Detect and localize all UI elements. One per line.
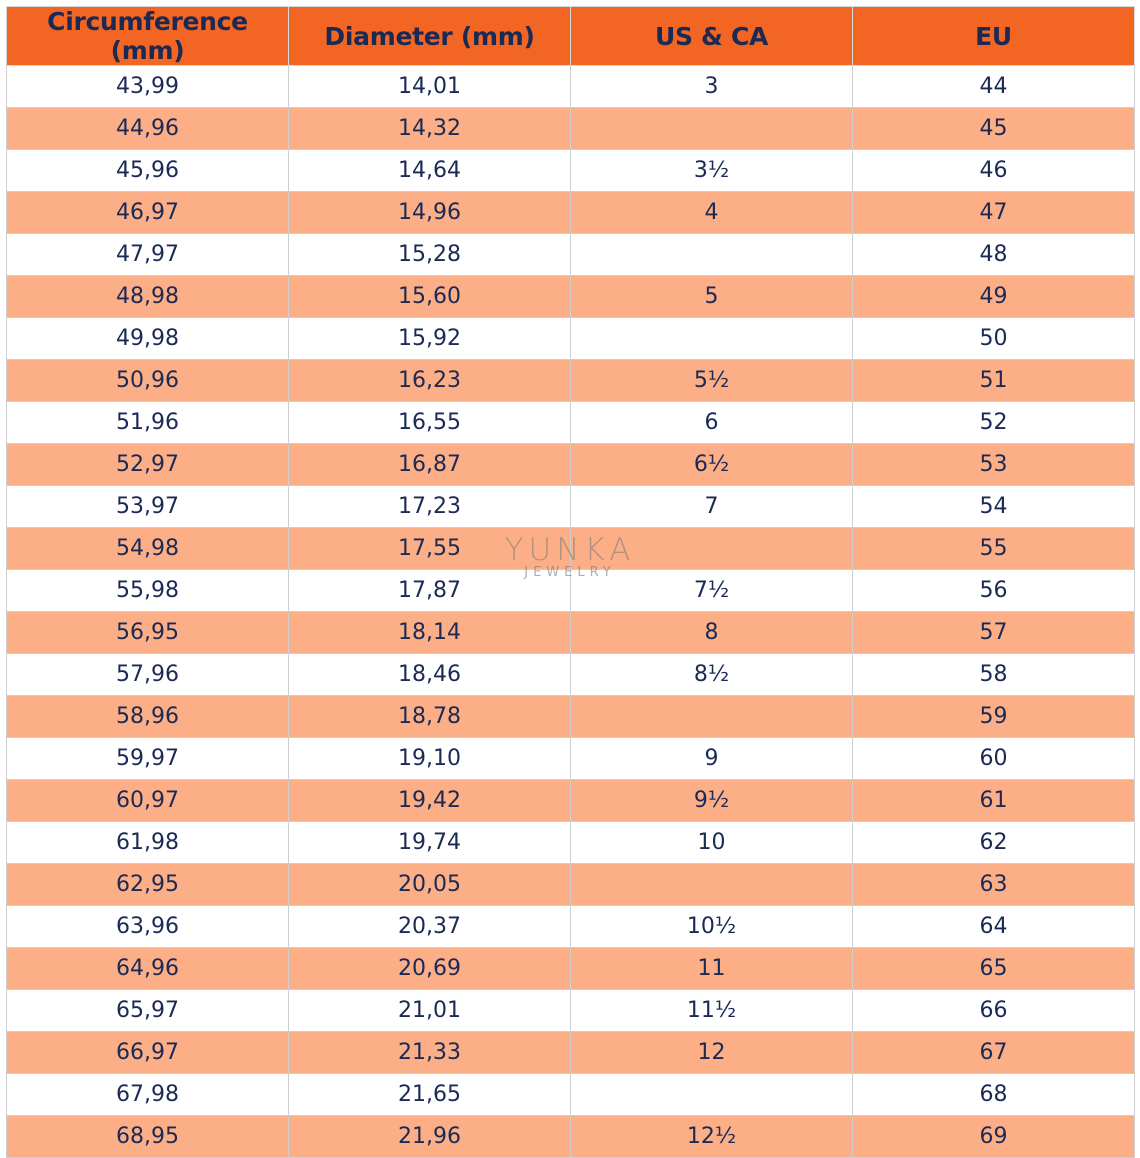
cell-eu: 46	[853, 150, 1135, 192]
cell-us-ca: 9½	[571, 780, 853, 822]
cell-eu: 61	[853, 780, 1135, 822]
cell-circumference: 43,99	[7, 66, 289, 108]
cell-eu: 68	[853, 1074, 1135, 1116]
cell-eu: 54	[853, 486, 1135, 528]
cell-diameter: 17,55	[289, 528, 571, 570]
cell-diameter: 16,23	[289, 360, 571, 402]
cell-eu: 47	[853, 192, 1135, 234]
cell-circumference: 51,96	[7, 402, 289, 444]
table-row	[7, 150, 1135, 192]
cell-circumference: 44,96	[7, 108, 289, 150]
cell-diameter: 21,01	[289, 990, 571, 1032]
cell-eu: 49	[853, 276, 1135, 318]
cell-diameter: 19,74	[289, 822, 571, 864]
cell-diameter: 14,96	[289, 192, 571, 234]
cell-circumference: 54,98	[7, 528, 289, 570]
cell-us-ca: 8½	[571, 654, 853, 696]
cell-eu: 67	[853, 1032, 1135, 1074]
cell-circumference: 67,98	[7, 1074, 289, 1116]
cell-diameter: 21,96	[289, 1116, 571, 1158]
watermark-tagline: JEWELRY	[524, 565, 616, 580]
watermark-brand: YUNKA	[504, 532, 636, 568]
table-row	[7, 318, 1135, 360]
cell-diameter: 17,87	[289, 570, 571, 612]
cell-circumference: 59,97	[7, 738, 289, 780]
table-row	[7, 1116, 1135, 1158]
cell-circumference: 56,95	[7, 612, 289, 654]
cell-eu: 52	[853, 402, 1135, 444]
table-row	[7, 276, 1135, 318]
cell-eu: 60	[853, 738, 1135, 780]
header-diameter: Diameter (mm)	[289, 7, 571, 66]
cell-us-ca: 7½	[571, 570, 853, 612]
cell-eu: 69	[853, 1116, 1135, 1158]
table-row	[7, 738, 1135, 780]
cell-eu: 44	[853, 66, 1135, 108]
cell-us-ca: 6	[571, 402, 853, 444]
table-row	[7, 402, 1135, 444]
cell-us-ca: 10	[571, 822, 853, 864]
cell-circumference: 57,96	[7, 654, 289, 696]
cell-circumference: 50,96	[7, 360, 289, 402]
cell-us-ca: 6½	[571, 444, 853, 486]
cell-eu: 51	[853, 360, 1135, 402]
table-row	[7, 1074, 1135, 1116]
table-row	[7, 444, 1135, 486]
cell-diameter: 16,87	[289, 444, 571, 486]
header-eu: EU	[853, 7, 1135, 66]
table-row	[7, 864, 1135, 906]
cell-diameter: 16,55	[289, 402, 571, 444]
cell-circumference: 55,98	[7, 570, 289, 612]
table-row	[7, 990, 1135, 1032]
cell-eu: 65	[853, 948, 1135, 990]
cell-eu: 58	[853, 654, 1135, 696]
cell-us-ca: 5	[571, 276, 853, 318]
table-row	[7, 486, 1135, 528]
cell-us-ca: 12	[571, 1032, 853, 1074]
cell-diameter: 18,14	[289, 612, 571, 654]
cell-us-ca	[571, 864, 853, 906]
cell-us-ca	[571, 234, 853, 276]
cell-eu: 45	[853, 108, 1135, 150]
cell-eu: 64	[853, 906, 1135, 948]
cell-us-ca: 9	[571, 738, 853, 780]
cell-eu: 57	[853, 612, 1135, 654]
table-row	[7, 906, 1135, 948]
table-row	[7, 108, 1135, 150]
cell-diameter: 15,92	[289, 318, 571, 360]
cell-diameter: 18,78	[289, 696, 571, 738]
cell-diameter: 14,64	[289, 150, 571, 192]
header-us-ca: US & CA	[571, 7, 853, 66]
table-row	[7, 780, 1135, 822]
cell-circumference: 45,96	[7, 150, 289, 192]
cell-circumference: 49,98	[7, 318, 289, 360]
table-row	[7, 360, 1135, 402]
cell-us-ca: 11	[571, 948, 853, 990]
cell-diameter: 19,42	[289, 780, 571, 822]
cell-diameter: 20,69	[289, 948, 571, 990]
cell-diameter: 21,33	[289, 1032, 571, 1074]
cell-us-ca: 7	[571, 486, 853, 528]
cell-circumference: 63,96	[7, 906, 289, 948]
cell-diameter: 21,65	[289, 1074, 571, 1116]
cell-circumference: 47,97	[7, 234, 289, 276]
cell-diameter: 15,60	[289, 276, 571, 318]
cell-us-ca	[571, 318, 853, 360]
cell-us-ca	[571, 696, 853, 738]
table-row	[7, 822, 1135, 864]
cell-us-ca: 10½	[571, 906, 853, 948]
cell-circumference: 68,95	[7, 1116, 289, 1158]
table-row	[7, 1032, 1135, 1074]
cell-diameter: 14,32	[289, 108, 571, 150]
cell-diameter: 20,05	[289, 864, 571, 906]
cell-us-ca: 4	[571, 192, 853, 234]
cell-us-ca: 3½	[571, 150, 853, 192]
table-row	[7, 66, 1135, 108]
cell-circumference: 62,95	[7, 864, 289, 906]
cell-eu: 53	[853, 444, 1135, 486]
table-row	[7, 654, 1135, 696]
ring-size-table	[6, 6, 1135, 1158]
cell-us-ca: 11½	[571, 990, 853, 1032]
table-header-row	[7, 7, 1135, 66]
cell-diameter: 20,37	[289, 906, 571, 948]
cell-circumference: 64,96	[7, 948, 289, 990]
table-row	[7, 528, 1135, 570]
cell-eu: 63	[853, 864, 1135, 906]
table-row	[7, 192, 1135, 234]
cell-eu: 62	[853, 822, 1135, 864]
cell-eu: 59	[853, 696, 1135, 738]
table-row	[7, 570, 1135, 612]
cell-us-ca: 8	[571, 612, 853, 654]
table-row	[7, 234, 1135, 276]
cell-diameter: 14,01	[289, 66, 571, 108]
cell-eu: 56	[853, 570, 1135, 612]
cell-circumference: 61,98	[7, 822, 289, 864]
cell-diameter: 15,28	[289, 234, 571, 276]
table-row	[7, 696, 1135, 738]
cell-circumference: 60,97	[7, 780, 289, 822]
cell-eu: 66	[853, 990, 1135, 1032]
cell-circumference: 52,97	[7, 444, 289, 486]
cell-us-ca	[571, 528, 853, 570]
cell-diameter: 18,46	[289, 654, 571, 696]
cell-us-ca: 3	[571, 66, 853, 108]
table-body	[7, 66, 1135, 1158]
header-circumference: Circumference (mm)	[7, 7, 289, 66]
cell-circumference: 66,97	[7, 1032, 289, 1074]
table-row	[7, 948, 1135, 990]
cell-diameter: 19,10	[289, 738, 571, 780]
cell-circumference: 58,96	[7, 696, 289, 738]
cell-circumference: 65,97	[7, 990, 289, 1032]
cell-eu: 50	[853, 318, 1135, 360]
cell-diameter: 17,23	[289, 486, 571, 528]
cell-circumference: 48,98	[7, 276, 289, 318]
cell-us-ca: 5½	[571, 360, 853, 402]
cell-us-ca	[571, 108, 853, 150]
cell-eu: 55	[853, 528, 1135, 570]
cell-circumference: 46,97	[7, 192, 289, 234]
cell-eu: 48	[853, 234, 1135, 276]
cell-us-ca	[571, 1074, 853, 1116]
table-row	[7, 612, 1135, 654]
cell-circumference: 53,97	[7, 486, 289, 528]
cell-us-ca: 12½	[571, 1116, 853, 1158]
